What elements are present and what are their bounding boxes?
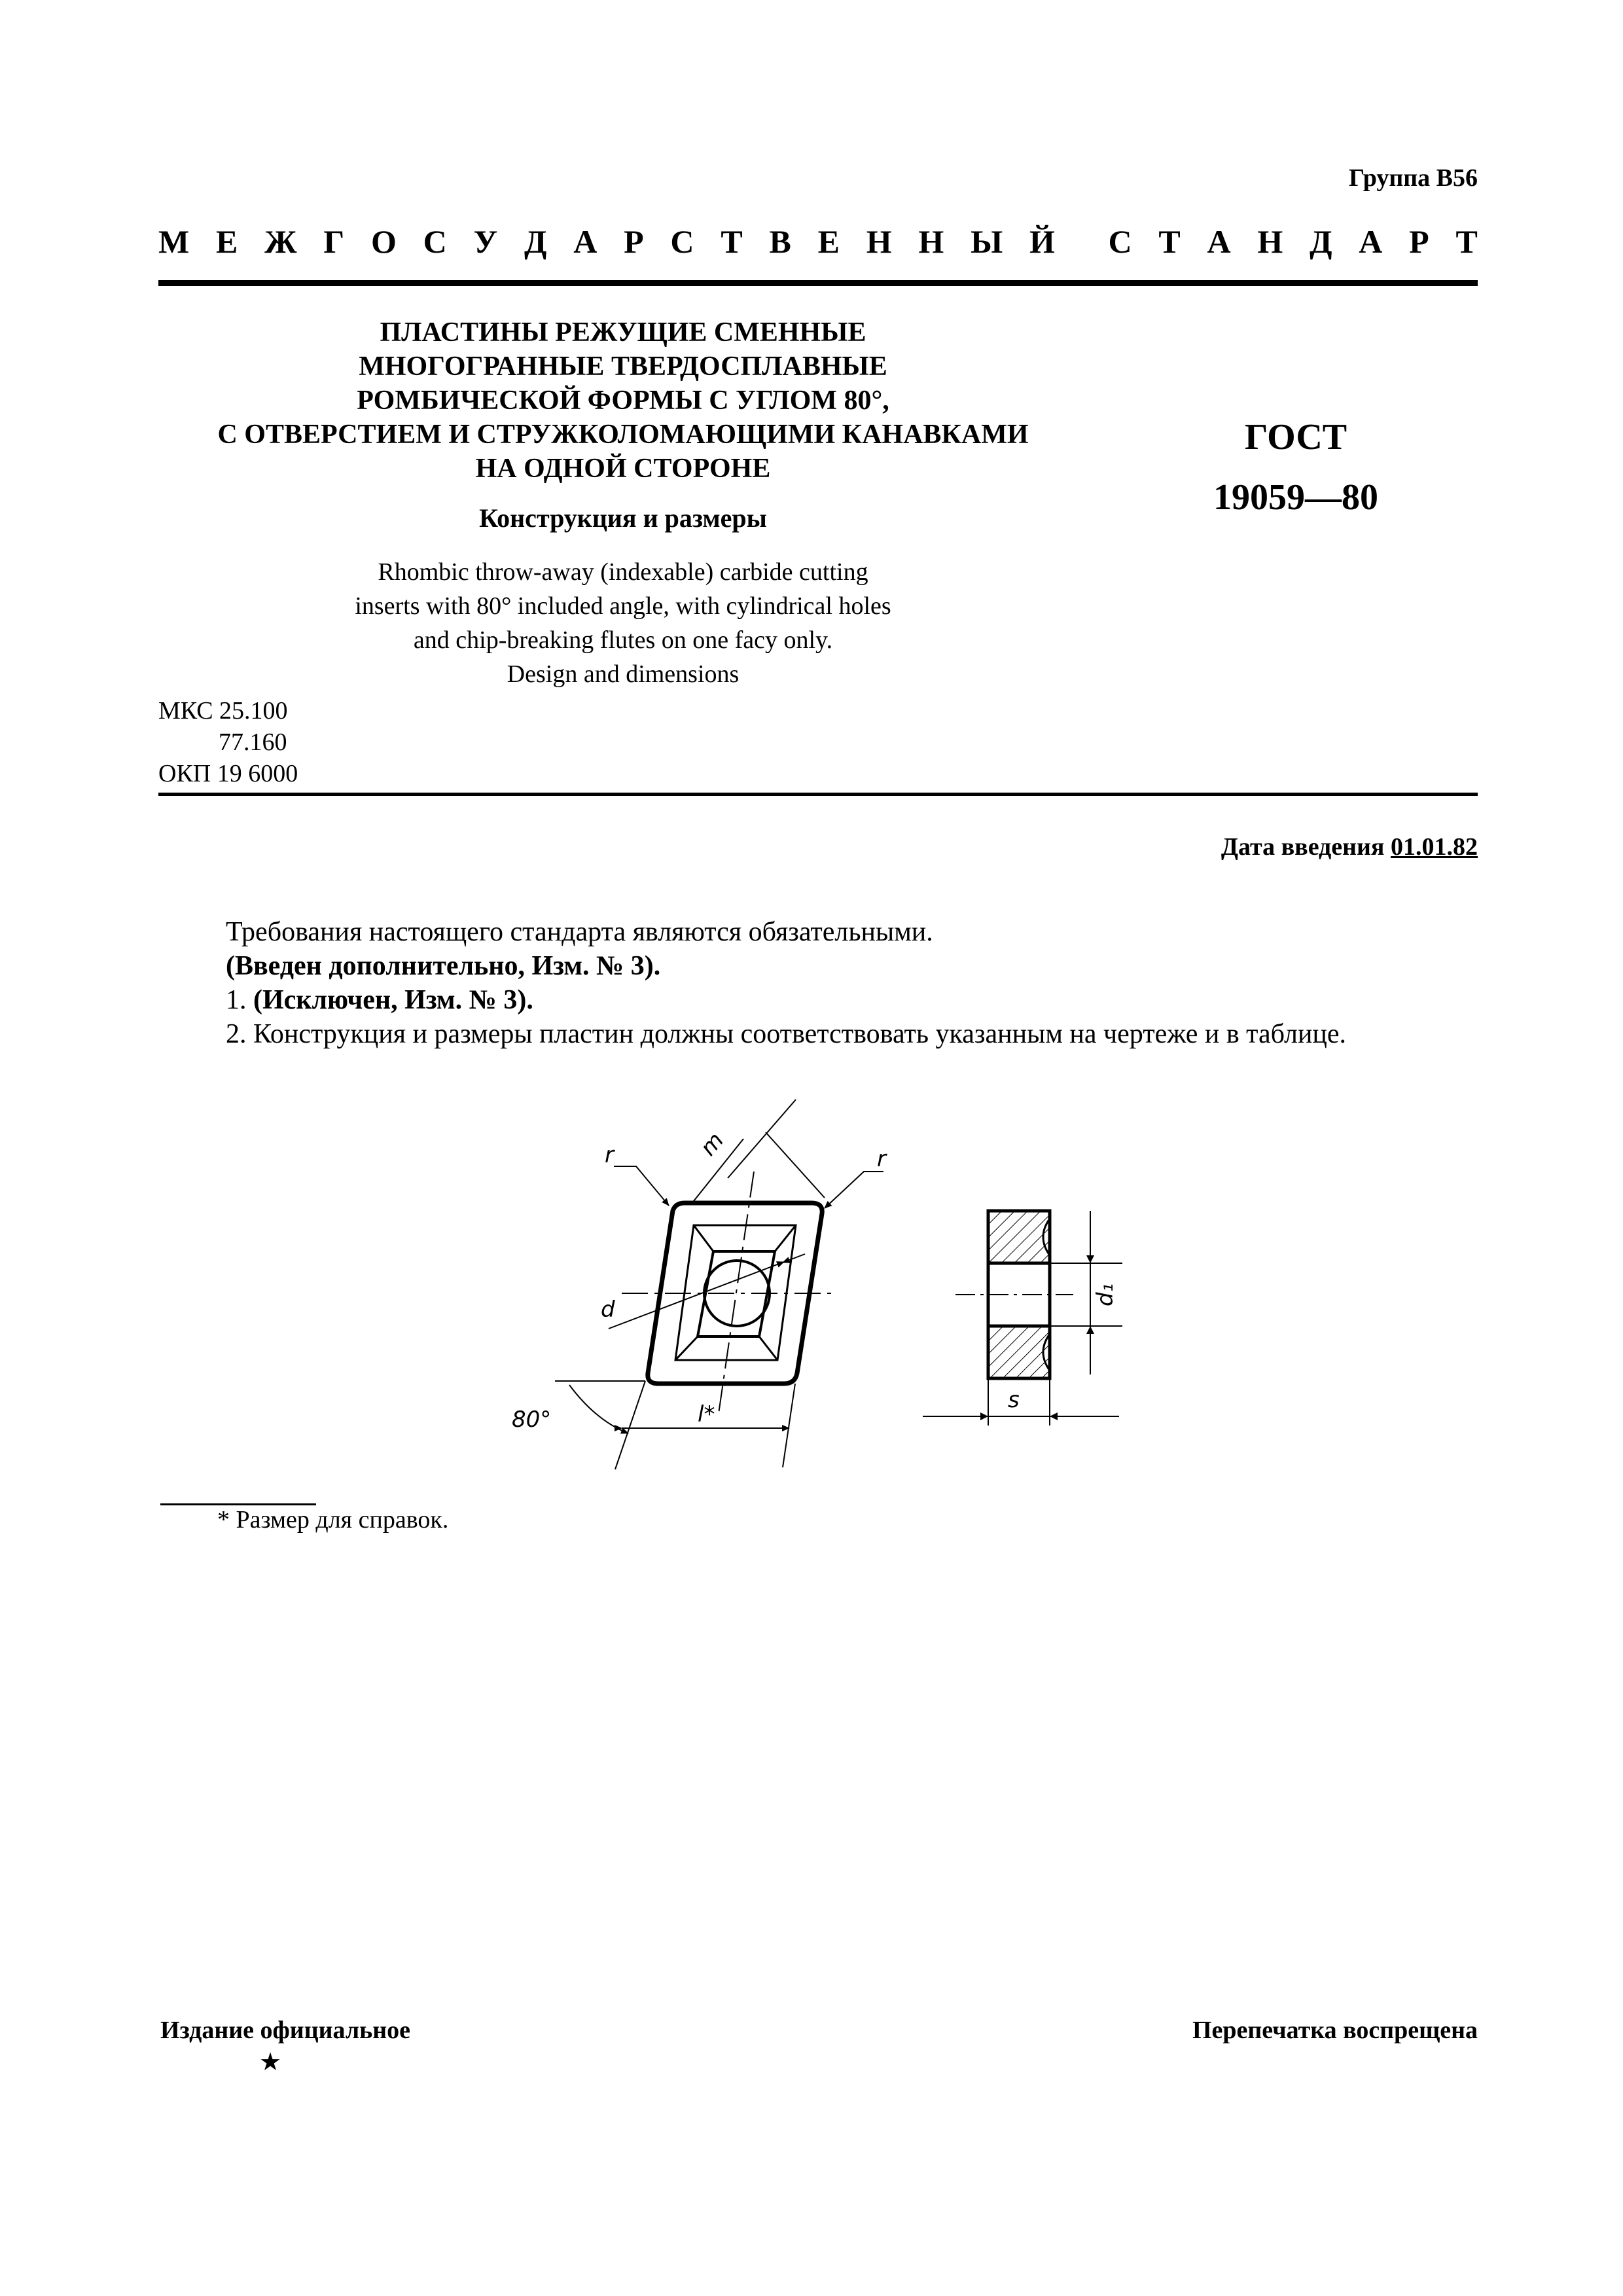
title-line: ПЛАСТИНЫ РЕЖУЩИЕ СМЕННЫЕ bbox=[380, 317, 866, 348]
banner-letter: А bbox=[1359, 223, 1383, 260]
banner-letter: Т bbox=[721, 223, 743, 260]
item-text: (Исключен, Изм. № 3). bbox=[253, 985, 533, 1015]
m-extension-2 bbox=[728, 1100, 796, 1178]
banner-letter: Н bbox=[1257, 223, 1283, 260]
item-number: 1. bbox=[226, 985, 247, 1015]
body-text bbox=[226, 915, 1346, 1051]
date-value: 01.01.82 bbox=[1391, 833, 1478, 861]
footnote: * Размер для справок. bbox=[217, 1506, 449, 1534]
english-title-line: inserts with 80° included angle, with cylindrical holes bbox=[355, 592, 891, 620]
d-dimension-line-2 bbox=[783, 1254, 805, 1263]
mks-code: МКС 25.100 bbox=[158, 697, 288, 725]
angle-extension bbox=[615, 1381, 645, 1469]
english-title-line: Rhombic throw-away (indexable) carbide cutting bbox=[378, 558, 868, 586]
dim-r-right: r bbox=[877, 1146, 886, 1172]
insert-section-view bbox=[923, 1211, 1122, 1426]
paragraph: Требования настоящего стандарта являются обязательными. bbox=[226, 917, 933, 947]
banner-letter: М bbox=[158, 223, 190, 260]
official-edition: Издание официальное bbox=[160, 2017, 411, 2044]
banner-letter: А bbox=[1207, 223, 1231, 260]
banner-letter: Е bbox=[215, 223, 238, 260]
star-mark: ★ bbox=[259, 2049, 282, 2076]
m-leader bbox=[766, 1132, 825, 1198]
paragraph-item-1 bbox=[226, 983, 1346, 1017]
document-subtitle: Конструкция и размеры bbox=[479, 503, 767, 533]
group-code: Группа В56 bbox=[1348, 164, 1478, 192]
banner-letter: Р bbox=[1409, 223, 1429, 260]
dim-s: s bbox=[1008, 1387, 1020, 1413]
banner-letter: С bbox=[670, 223, 694, 260]
banner-letter: Й bbox=[1029, 223, 1055, 260]
dim-m: m bbox=[695, 1127, 730, 1161]
okp-code: ОКП 19 6000 bbox=[158, 760, 298, 787]
corner-line bbox=[759, 1336, 777, 1360]
banner-letter: Т bbox=[1158, 223, 1181, 260]
banner-letter: Ж bbox=[264, 223, 297, 260]
banner-letter: Г bbox=[323, 223, 345, 260]
paragraph-amendment: (Введен дополнительно, Изм. № 3). bbox=[226, 951, 661, 981]
corner-line bbox=[694, 1225, 713, 1251]
mks-code-2: 77.160 bbox=[219, 728, 287, 756]
banner-letter: О bbox=[370, 223, 397, 260]
paragraph-item-2: 2. Конструкция и размеры пластин должны соответствовать указанным на чертеже и в таблице. bbox=[226, 1019, 1347, 1049]
section-bottom bbox=[988, 1326, 1050, 1378]
gost-number: 19059—80 bbox=[1213, 477, 1378, 518]
title-line: С ОТВЕРСТИЕМ И СТРУЖКОЛОМАЮЩИМИ КАНАВКАМИ bbox=[217, 420, 1029, 450]
header-divider bbox=[158, 280, 1478, 286]
banner-letter: У bbox=[473, 223, 498, 260]
banner-letter: А bbox=[573, 223, 597, 260]
dim-angle: 80° bbox=[512, 1407, 552, 1433]
banner-letter: С bbox=[1108, 223, 1132, 260]
dim-d1: d₁ bbox=[1092, 1283, 1118, 1306]
english-title bbox=[158, 555, 1088, 691]
section-top bbox=[988, 1211, 1050, 1263]
dim-r-left: r bbox=[605, 1142, 614, 1168]
title-line: МНОГОГРАННЫЕ ТВЕРДОСПЛАВНЫЕ bbox=[359, 351, 887, 382]
date-label: Дата введения bbox=[1221, 833, 1385, 861]
title-line: РОМБИЧЕСКОЙ ФОРМЫ С УГЛОМ 80°, bbox=[357, 386, 889, 416]
banner-letter: Т bbox=[1455, 223, 1478, 260]
section-divider bbox=[158, 793, 1478, 796]
banner-letter: В bbox=[769, 223, 791, 260]
angle-arc bbox=[569, 1385, 628, 1433]
banner-letter: Р bbox=[624, 223, 644, 260]
dim-d: d bbox=[601, 1297, 615, 1323]
english-title-line: and chip-breaking flutes on one facy only. bbox=[413, 626, 833, 654]
banner-letter: Н bbox=[918, 223, 944, 260]
banner-letter: Н bbox=[866, 223, 892, 260]
banner-letter: Д bbox=[524, 223, 547, 260]
banner-letter: Ы bbox=[971, 223, 1003, 260]
dim-l: l* bbox=[698, 1401, 715, 1427]
gost-label: ГОСТ bbox=[1244, 417, 1347, 457]
banner-letter: Е bbox=[817, 223, 840, 260]
standard-banner bbox=[158, 223, 1478, 260]
l-extension bbox=[783, 1384, 795, 1467]
banner-letter: Д bbox=[1310, 223, 1332, 260]
insert-drawing bbox=[497, 1080, 1126, 1486]
r-left-leader bbox=[614, 1166, 669, 1206]
reprint-prohibited: Перепечатка воспрещена bbox=[1192, 2017, 1478, 2044]
classification-codes bbox=[158, 695, 298, 789]
insert-plan-view bbox=[512, 1100, 887, 1469]
r-right-leader bbox=[825, 1172, 883, 1208]
document-title bbox=[158, 315, 1088, 486]
english-title-line: Design and dimensions bbox=[507, 660, 740, 688]
introduction-date bbox=[1221, 833, 1478, 861]
title-line: НА ОДНОЙ СТОРОНЕ bbox=[475, 454, 771, 484]
banner-letter: С bbox=[423, 223, 447, 260]
